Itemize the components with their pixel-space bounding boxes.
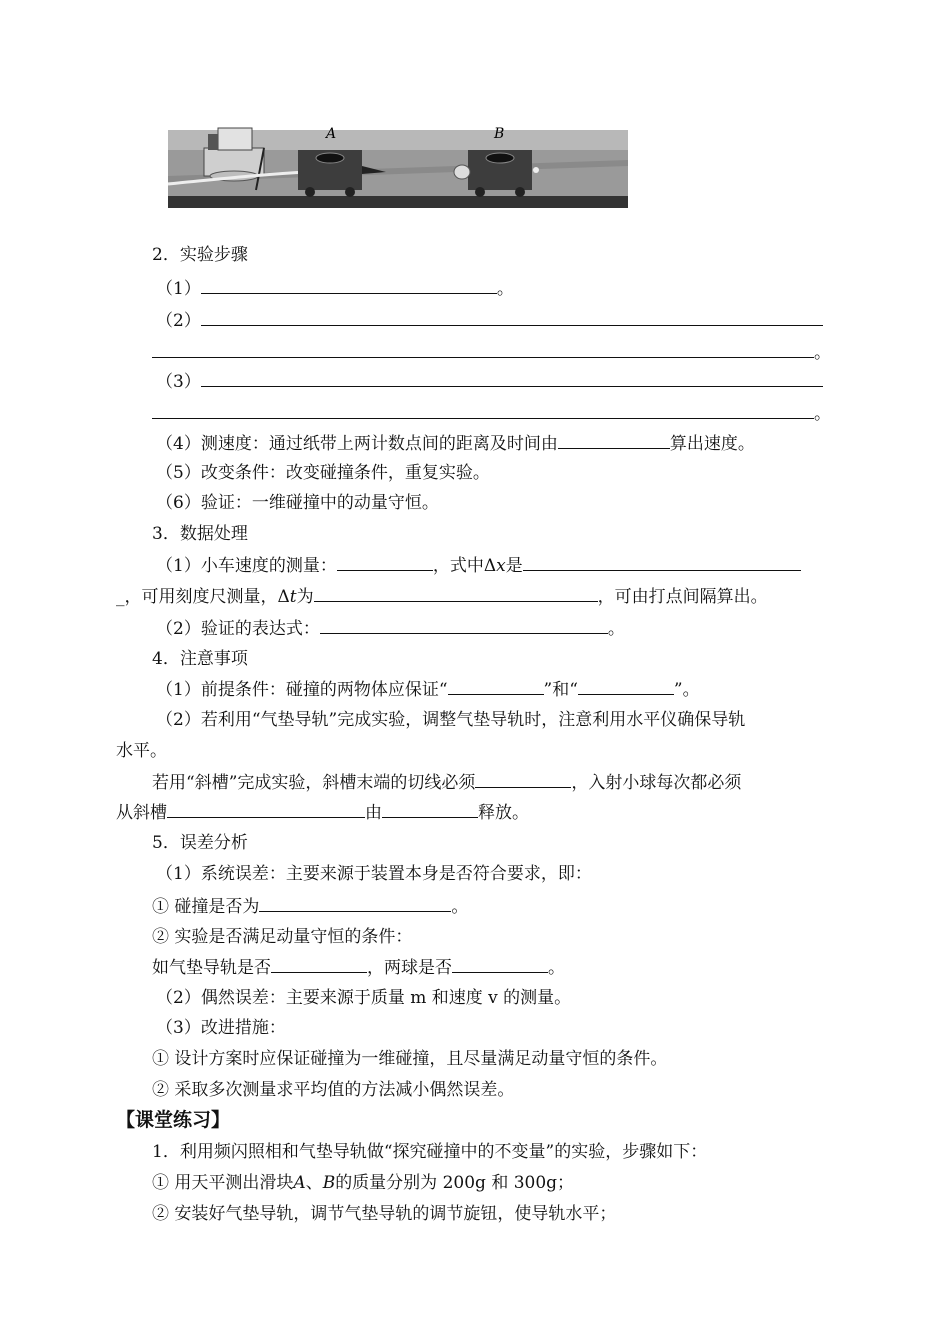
error-1: （1）系统误差：主要来源于装置本身是否符合要求，即： [156, 864, 592, 884]
step-2 [156, 309, 823, 332]
note-1 [156, 678, 700, 701]
practice-title: 【课堂练习】 [116, 1109, 231, 1131]
punct: 。 [814, 404, 831, 424]
error-3a: ① 设计方案时应保证碰撞为一维碰撞，且尽量满足动量守恒的条件。 [152, 1049, 668, 1069]
text: 若用“斜槽”完成实验，斜槽末端的切线必须 [152, 773, 476, 793]
text: 算出速度。 [669, 434, 755, 454]
step-3-cont [152, 402, 831, 425]
text: 的质量分别为 200g 和 300g； [335, 1173, 575, 1193]
text: ，入射小球每次都必须 [571, 773, 742, 793]
note-3-cont [116, 801, 529, 824]
text: ，可由打点间隔算出。 [597, 587, 768, 607]
blank [167, 801, 365, 818]
var-x: x [496, 556, 506, 576]
text: _，可用刻度尺测量，Δ [116, 587, 290, 607]
blank [201, 309, 823, 326]
step-5: （5）改变条件：改变碰撞条件，重复实验。 [156, 463, 490, 483]
blank [152, 402, 814, 419]
blank [320, 617, 608, 634]
error-3b: ② 采取多次测量求平均值的方法减小偶然误差。 [152, 1080, 515, 1100]
text: ”。 [673, 680, 700, 700]
text: ，两球是否 [367, 958, 452, 978]
step-1 [156, 277, 514, 300]
blank [382, 801, 478, 818]
text: 为 [296, 587, 314, 607]
blank [452, 956, 548, 973]
text: ，式中Δ [432, 556, 497, 576]
practice-step-1 [152, 1172, 574, 1194]
practice-step-2: ② 安装好气垫导轨，调节气垫导轨的调节旋钮，使导轨水平； [152, 1204, 617, 1224]
text: 。 [451, 897, 469, 917]
step-3 [156, 370, 823, 393]
text: （1）前提条件：碰撞的两物体应保证“ [156, 680, 448, 700]
step-3-label: （3） [156, 372, 201, 392]
blank [271, 956, 367, 973]
error-3: （3）改进措施： [156, 1018, 286, 1038]
section-5-heading: 5．误差分析 [152, 833, 248, 853]
text: 是 [505, 556, 523, 576]
text: 由 [365, 803, 382, 823]
text: 。 [548, 958, 565, 978]
error-1c [152, 956, 565, 979]
var-a: A [293, 1173, 306, 1193]
text: ① 用天平测出滑块 [152, 1173, 294, 1193]
apparatus-figure [168, 126, 628, 212]
blank [152, 341, 814, 358]
note-3 [152, 771, 741, 794]
blank [201, 277, 497, 294]
section-3-heading: 3．数据处理 [152, 524, 248, 544]
text: 如气垫导轨是否 [152, 958, 271, 978]
text: ”和“ [543, 680, 578, 700]
punct: 。 [814, 343, 831, 363]
step-2-cont [152, 341, 831, 364]
text: 释放。 [478, 803, 529, 823]
blank [259, 895, 451, 912]
text: （2）验证的表达式： [156, 619, 320, 639]
data-line-2 [116, 585, 768, 608]
step-1-label: （1） [156, 279, 201, 299]
punct: 。 [496, 279, 514, 299]
blank [475, 771, 571, 788]
text: （1）小车速度的测量： [156, 556, 337, 576]
step-2-label: （2） [156, 311, 201, 331]
section-4-heading: 4．注意事项 [152, 649, 248, 669]
blank [558, 432, 670, 449]
step-6: （6）验证：一维碰撞中的动量守恒。 [156, 493, 439, 513]
practice-q1: 1．利用频闪照相和气垫导轨做“探究碰撞中的不变量”的实验，步骤如下： [152, 1142, 708, 1162]
data-line-3 [156, 617, 625, 640]
data-line-1 [156, 554, 801, 577]
blank [523, 554, 801, 571]
blank [578, 678, 674, 695]
var-t: t [289, 587, 297, 607]
text: 从斜槽 [116, 803, 167, 823]
blank [448, 678, 544, 695]
text: 、 [305, 1173, 323, 1193]
text: （4）测速度：通过纸带上两计数点间的距离及时间由 [156, 434, 558, 454]
step-4 [156, 432, 755, 455]
label-a: A [326, 126, 337, 142]
section-2-heading: 2．实验步骤 [152, 245, 248, 265]
error-1a [152, 895, 468, 918]
note-2-cont: 水平。 [116, 741, 167, 761]
blank [337, 554, 433, 571]
text: ① 碰撞是否为 [152, 897, 260, 917]
error-2: （2）偶然误差：主要来源于质量 m 和速度 v 的测量。 [156, 988, 572, 1008]
note-2: （2）若利用“气垫导轨”完成实验，调整气垫导轨时，注意利用水平仪确保导轨 [156, 710, 746, 730]
label-b: B [494, 126, 505, 142]
var-b: B [322, 1173, 336, 1193]
blank [314, 585, 598, 602]
error-1b: ② 实验是否满足动量守恒的条件： [152, 927, 413, 947]
text: 。 [607, 619, 625, 639]
blank [201, 370, 823, 387]
